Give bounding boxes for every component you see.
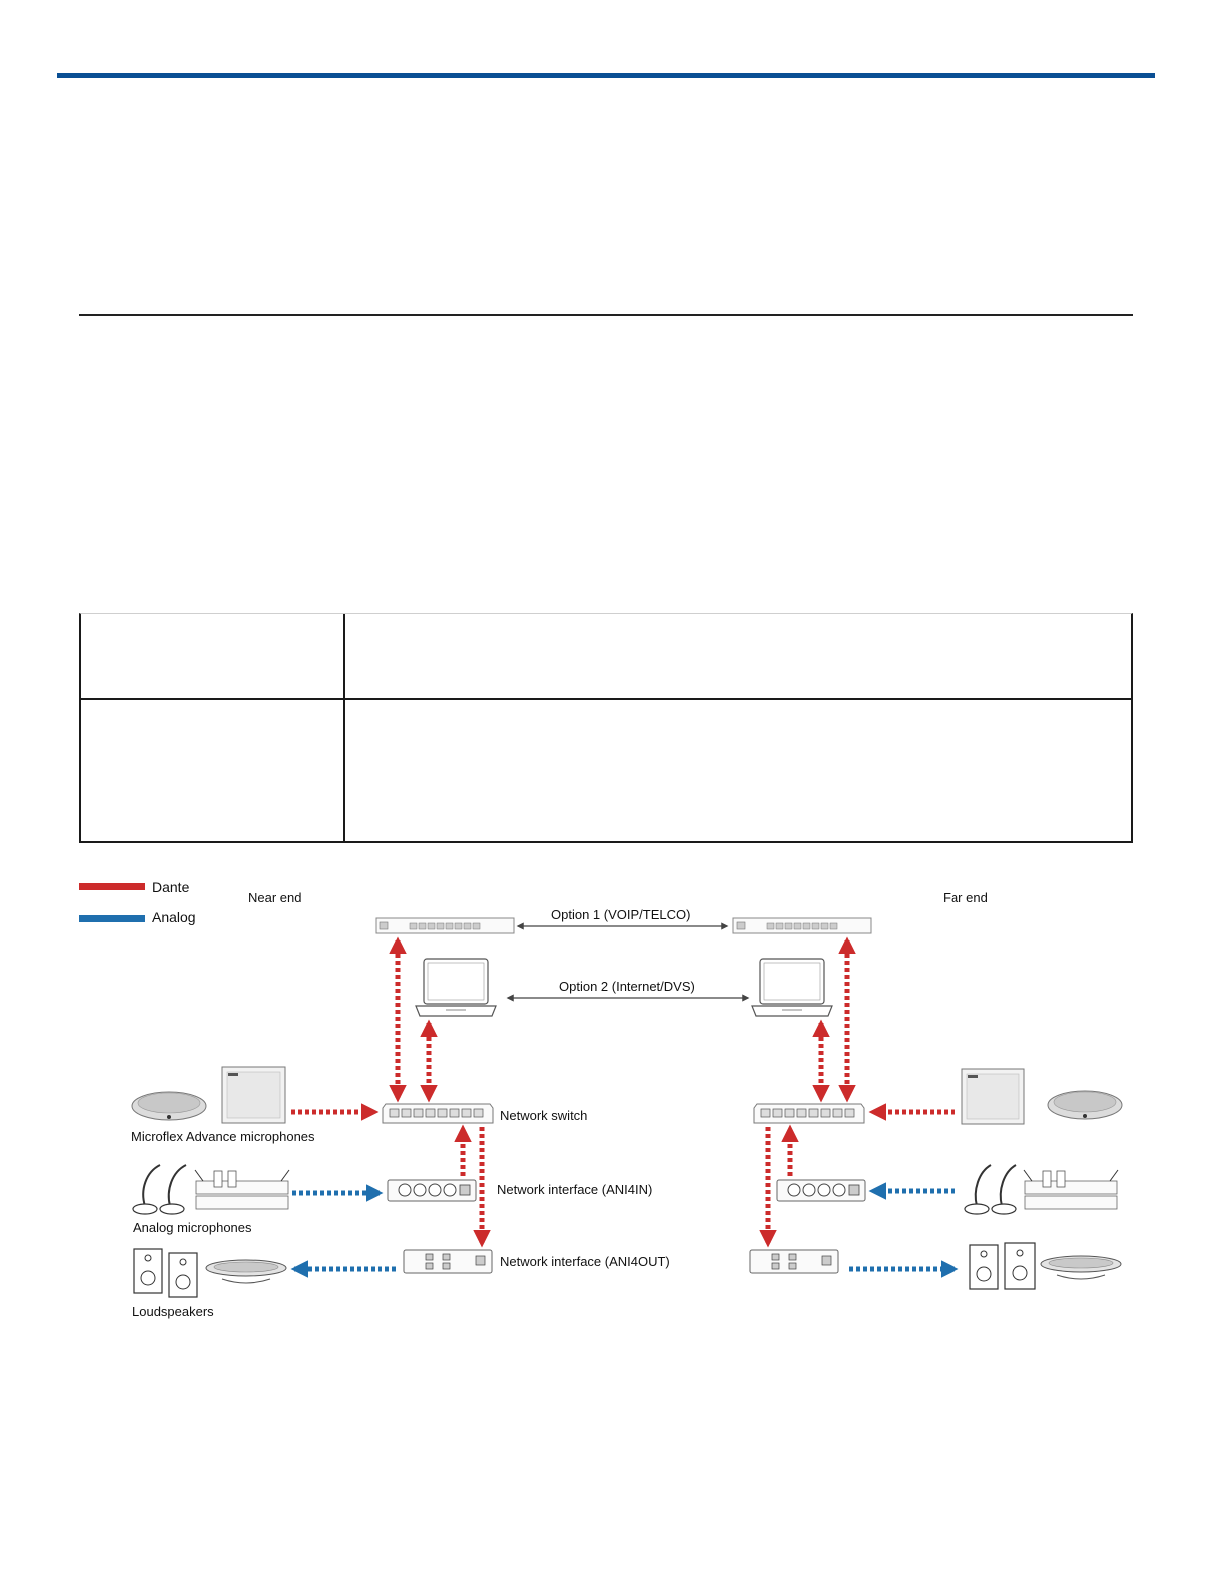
- legend-dante-label: Dante: [152, 879, 190, 895]
- ceiling-speaker-icon: [1041, 1256, 1121, 1279]
- ceiling-array-icon: [962, 1069, 1024, 1124]
- ani4out-label: Network interface (ANI4OUT): [500, 1254, 670, 1269]
- ani4out-icon: [750, 1250, 838, 1273]
- legend-analog-label: Analog: [152, 909, 196, 925]
- loudspeaker-icon: [134, 1249, 197, 1297]
- ceiling-mic-icon: [1048, 1091, 1122, 1119]
- laptop-icon: [416, 959, 496, 1016]
- option1-label: Option 1 (VOIP/TELCO): [551, 907, 691, 922]
- laptop-icon: [752, 959, 832, 1016]
- ani4in-icon: [388, 1180, 476, 1201]
- network-switch-icon: [383, 1104, 493, 1123]
- wireless-receiver-icon: [1024, 1170, 1118, 1209]
- ani4in-label: Network interface (ANI4IN): [497, 1182, 653, 1197]
- network-switch-icon: [754, 1104, 864, 1123]
- loudspeaker-icon: [970, 1243, 1035, 1289]
- legend: [79, 879, 196, 925]
- telco-device-icon: [376, 918, 514, 933]
- microflex-label: Microflex Advance microphones: [131, 1129, 315, 1144]
- legend-dante-swatch: [79, 883, 145, 890]
- network-switch-label: Network switch: [500, 1108, 588, 1123]
- ceiling-array-icon: [222, 1067, 285, 1123]
- option2-label: Option 2 (Internet/DVS): [559, 979, 695, 994]
- ani4out-icon: [404, 1250, 492, 1273]
- telco-device-icon: [733, 918, 871, 933]
- loudspeakers-label: Loudspeakers: [132, 1304, 214, 1319]
- ani4in-icon: [777, 1180, 865, 1201]
- wireless-receiver-icon: [195, 1170, 289, 1209]
- far-end-label: Far end: [943, 890, 988, 905]
- near-end-label: Near end: [248, 890, 302, 905]
- gooseneck-mic-icon: [965, 1165, 1016, 1214]
- ceiling-mic-icon: [132, 1092, 206, 1120]
- legend-analog-swatch: [79, 915, 145, 922]
- analog-mics-label: Analog microphones: [133, 1220, 252, 1235]
- gooseneck-mic-icon: [133, 1165, 186, 1214]
- ceiling-speaker-icon: [206, 1260, 286, 1283]
